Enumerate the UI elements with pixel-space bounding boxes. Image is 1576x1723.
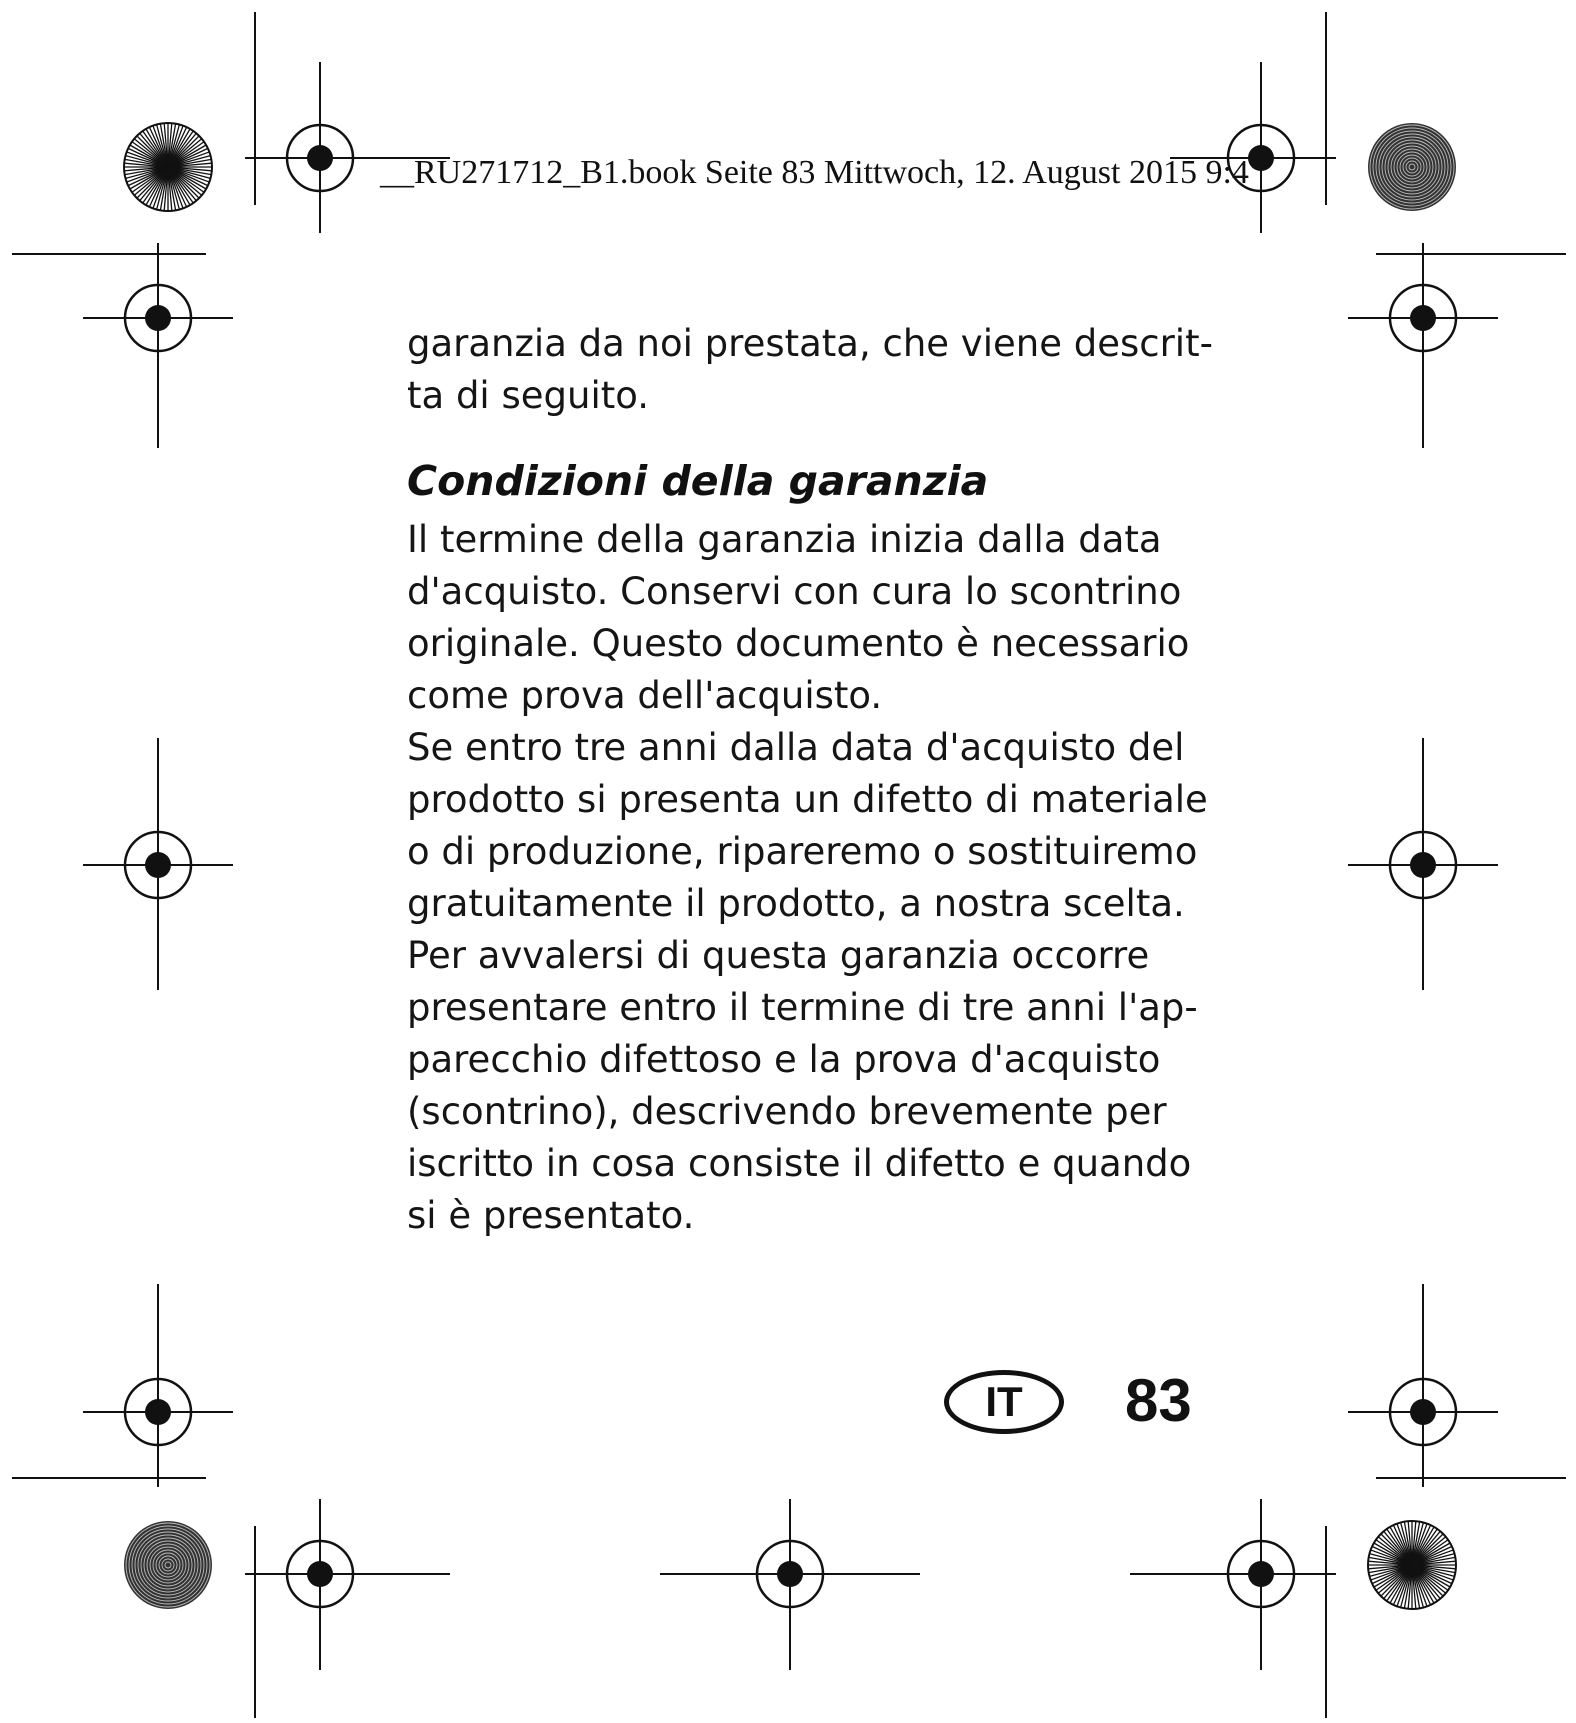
text-line: iscritto in cosa consiste il difetto e quando	[407, 1142, 1192, 1185]
intro-paragraph	[407, 318, 1213, 422]
language-badge: IT	[944, 1370, 1064, 1434]
section-heading: Condizioni della garanzia	[407, 457, 989, 505]
text-line: originale. Questo documento è necessario	[407, 622, 1190, 665]
text-line: o di produzione, ripareremo o sostituiremo	[407, 830, 1198, 873]
text-line: presentare entro il termine di tre anni l'ap-	[407, 986, 1198, 1029]
text-line: come prova dell'acquisto.	[407, 674, 883, 717]
text-line: Se entro tre anni dalla data d'acquisto del	[407, 726, 1185, 769]
paragraph-3	[407, 930, 1207, 1242]
text-line: si è presentato.	[407, 1194, 695, 1237]
text-line: d'acquisto. Conservi con cura lo scontrino	[407, 570, 1182, 613]
print-slug: __RU271712_B1.book Seite 83 Mittwoch, 12. August 2015 9:4	[380, 154, 1249, 191]
page-content	[407, 318, 1213, 1242]
text-line: gratuitamente il prodotto, a nostra scelta.	[407, 882, 1185, 925]
text-line: Il termine della garanzia inizia dalla data	[407, 518, 1162, 561]
text-line: prodotto si presenta un difetto di materiale	[407, 778, 1208, 821]
text-line: ta di seguito.	[407, 374, 649, 417]
page-number: 83	[1125, 1367, 1192, 1434]
text-line: (scontrino), descrivendo brevemente per	[407, 1090, 1167, 1133]
text-line: garanzia da noi prestata, che viene descrit-	[407, 322, 1213, 365]
paragraph-1	[407, 514, 1207, 722]
text-line: Per avvalersi di questa garanzia occorre	[407, 934, 1150, 977]
text-line: parecchio difettoso e la prova d'acquisto	[407, 1038, 1161, 1081]
paragraph-2	[407, 722, 1207, 930]
